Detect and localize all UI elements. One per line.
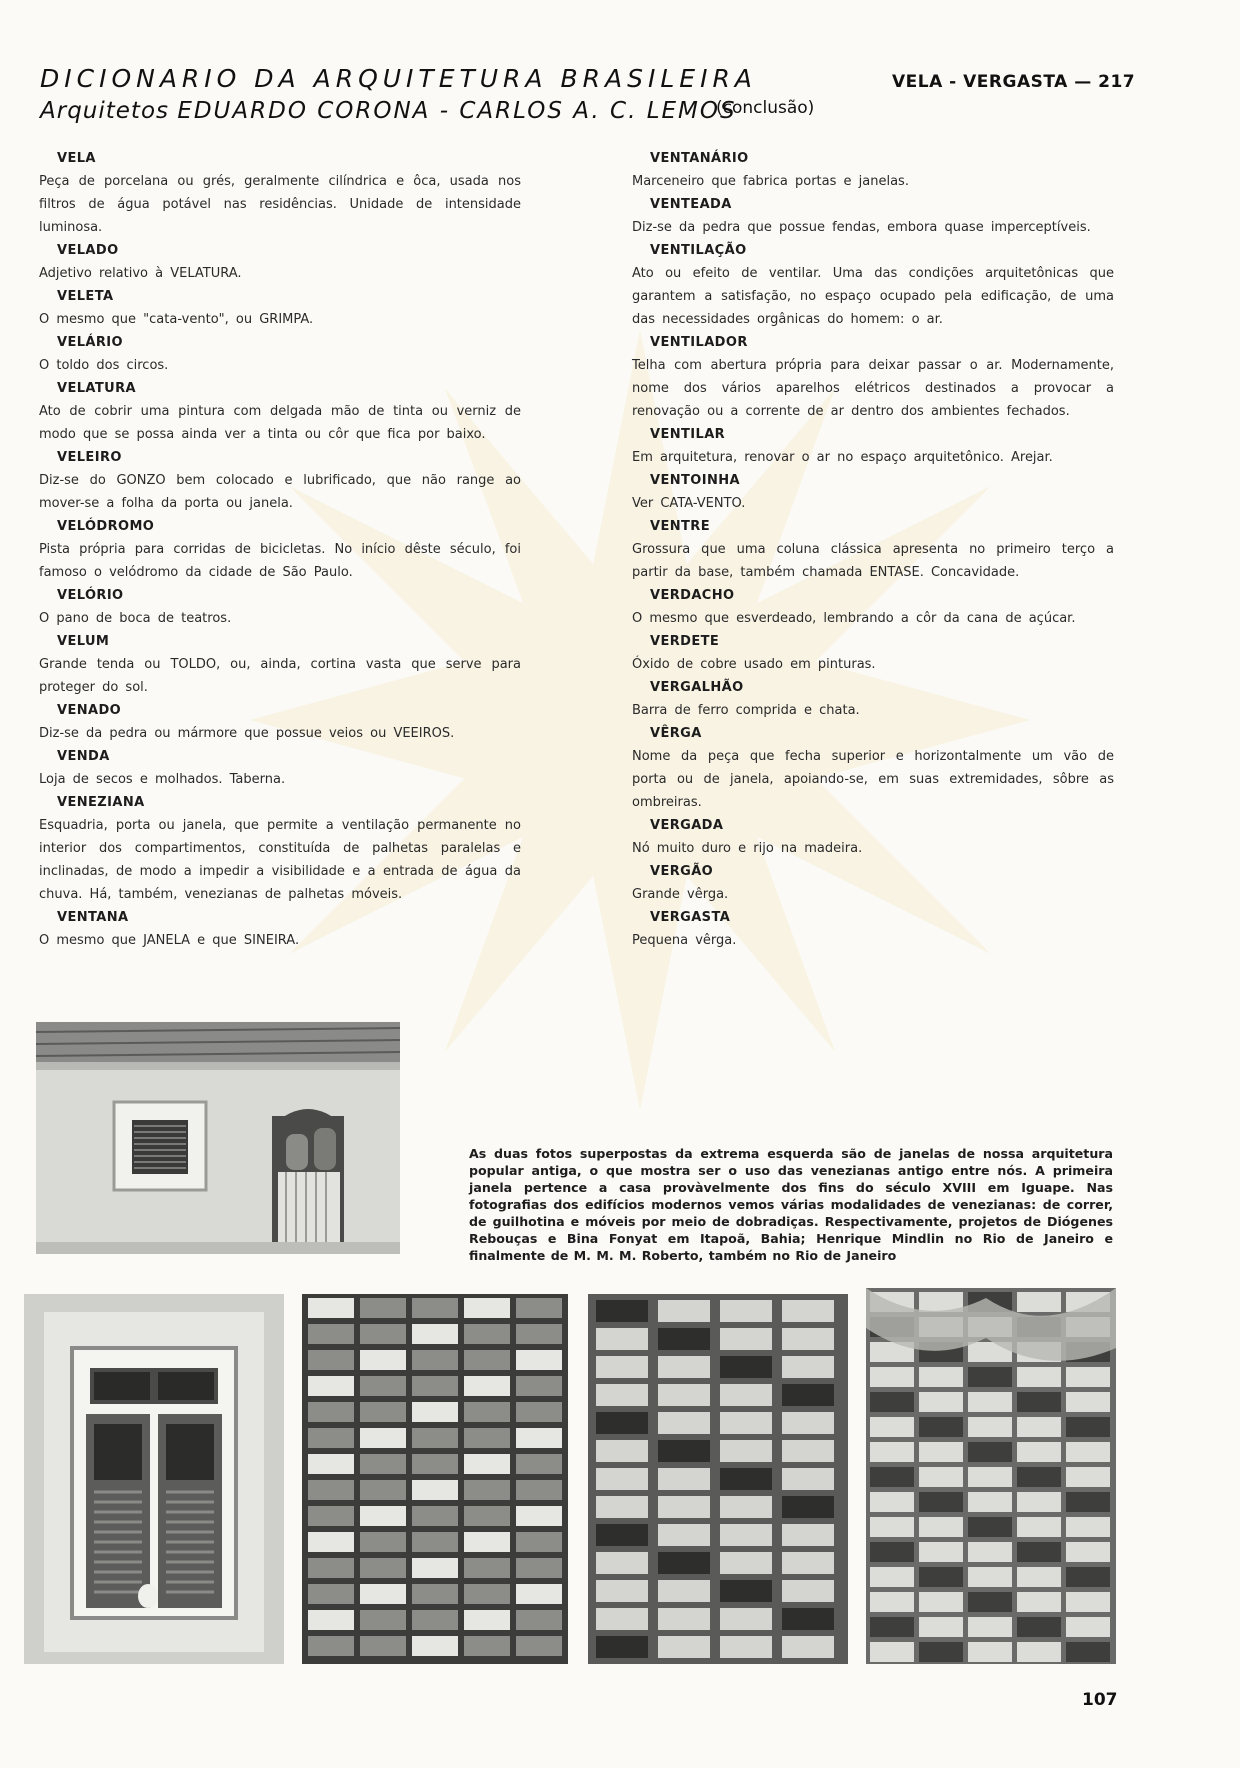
dictionary-entry	[632, 584, 1114, 630]
dictionary-entry	[39, 791, 521, 906]
dictionary-entry	[632, 331, 1114, 423]
photo-iguape-house-window	[36, 1022, 400, 1254]
dictionary-entry	[39, 630, 521, 699]
entry-definition: Marceneiro que fabrica portas e janelas.	[632, 174, 909, 189]
entry-term: VENTRE	[650, 519, 710, 534]
dictionary-column-right	[632, 147, 1114, 952]
entry-term: VELETA	[57, 289, 114, 304]
entry-term: VÊRGA	[650, 726, 702, 741]
authors-line	[40, 98, 737, 124]
entry-definition: Barra de ferro comprida e chata.	[632, 703, 860, 718]
photo-colonial-window-shutters	[24, 1294, 284, 1664]
entry-definition: Grande vêrga.	[632, 887, 729, 902]
entry-definition: Adjetivo relativo à VELATURA.	[39, 266, 242, 281]
entry-term: VELÓDROMO	[57, 519, 155, 534]
entry-definition: Loja de secos e molhados. Taberna.	[39, 772, 286, 787]
entry-definition: O mesmo que JANELA e que SINEIRA.	[39, 933, 300, 948]
dictionary-entry	[632, 193, 1114, 239]
entry-term: VELÓRIO	[57, 588, 124, 603]
entry-term: VENTOINHA	[650, 473, 740, 488]
dictionary-entry	[632, 515, 1114, 584]
authors-names: EDUARDO CORONA - CARLOS A. C. LEMOS	[177, 98, 737, 124]
entry-term: VELATURA	[57, 381, 136, 396]
continuation-note: (conclusão)	[716, 98, 815, 118]
dictionary-entry	[39, 699, 521, 745]
entry-range-header: VELA - VERGASTA — 217	[892, 72, 1136, 92]
dictionary-entry	[632, 630, 1114, 676]
photo-mmm-roberto-building-facade	[866, 1288, 1116, 1664]
entry-definition: Grossura que uma coluna clássica apresenta no primeiro terço a partir da base, também chamada ENTASE. Concavidade.	[632, 542, 1114, 580]
entry-definition: Diz-se da pedra ou mármore que possue veios ou VEEIROS.	[39, 726, 455, 741]
dictionary-entry	[632, 722, 1114, 814]
dictionary-entry	[632, 860, 1114, 906]
entry-term: VELA	[57, 151, 96, 166]
dictionary-entry	[632, 423, 1114, 469]
entry-definition: Pista própria para corridas de bicicletas. No início dêste século, foi famoso o velódromo da cidade de São Paulo.	[39, 542, 521, 580]
dictionary-entry	[39, 906, 521, 952]
photo-caption: As duas fotos superpostas da extrema esquerda são de janelas de nossa arquitetura popular antiga, o que mostra ser o uso das venezianas antigo entre nós. A primeira janela pertence a casa provàvelmente dos fins do século XVIII em Iguape. Nas fotografias dos edifícios modernos vemos várias modalidades de venezianas: de correr, de guilhotina e móveis por meio de dobradiças. Respectivamente, projetos de Diógenes Rebouças e Bina Fonyat em Itapoã, Bahia; Henrique Mindlin no Rio de Janeiro e finalmente de M. M. M. Roberto, também no Rio de Janeiro	[469, 1145, 1113, 1263]
photo-itapoa-building-facade	[302, 1294, 568, 1664]
dictionary-entry	[39, 745, 521, 791]
entry-definition: O mesmo que "cata-vento", ou GRIMPA.	[39, 312, 314, 327]
page-number: 107	[1082, 1690, 1118, 1710]
entry-definition: Pequena vêrga.	[632, 933, 737, 948]
entry-definition: Telha com abertura própria para deixar passar o ar. Modernamente, nome dos vários aparelhos elétricos destinados a provocar a renovação ou a corrente de ar dentro dos ambientes fechados.	[632, 358, 1114, 419]
entry-definition: Grande tenda ou TOLDO, ou, ainda, cortina vasta que serve para proteger do sol.	[39, 657, 521, 695]
entry-definition: Esquadria, porta ou janela, que permite a ventilação permanente no interior dos compartimentos, constituída de palhetas paralelas e inclinadas, de modo a impedir a visibilidade e a entrada de água da chuva. Há, também, venezianas de palhetas móveis.	[39, 818, 521, 902]
entry-term: VELÁRIO	[57, 335, 123, 350]
entry-definition: O mesmo que esverdeado, lembrando a côr da cana de açúcar.	[632, 611, 1076, 626]
entry-term: VENADO	[57, 703, 122, 718]
entry-term: VENTILAÇÃO	[650, 243, 747, 258]
entry-definition: Ato de cobrir uma pintura com delgada mão de tinta ou verniz de modo que se possa ainda ver a tinta ou côr que fica por baixo.	[39, 404, 521, 442]
entry-definition: Diz-se da pedra que possue fendas, embora quase imperceptíveis.	[632, 220, 1091, 235]
photo-mindlin-building-facade	[588, 1294, 848, 1664]
entry-definition: Nome da peça que fecha superior e horizontalmente um vão de porta ou de janela, apoiando-se, em suas extremidades, sôbre as ombreiras.	[632, 749, 1114, 810]
dictionary-entry	[39, 285, 521, 331]
entry-term: VERGÃO	[650, 864, 714, 879]
dictionary-entry	[39, 331, 521, 377]
entry-term: VENEZIANA	[57, 795, 145, 810]
dictionary-entry	[39, 446, 521, 515]
entry-definition: Óxido de cobre usado em pinturas.	[632, 657, 876, 672]
entry-definition: Ver CATA-VENTO.	[632, 496, 746, 511]
dictionary-entry	[632, 814, 1114, 860]
dictionary-column-left	[39, 147, 521, 952]
entry-term: VENTILAR	[650, 427, 726, 442]
dictionary-entry	[39, 377, 521, 446]
entry-term: VELEIRO	[57, 450, 122, 465]
entry-term: VERDETE	[650, 634, 720, 649]
entry-term: VERGASTA	[650, 910, 731, 925]
entry-definition: Em arquitetura, renovar o ar no espaço arquitetônico. Arejar.	[632, 450, 1053, 465]
entry-term: VENDA	[57, 749, 110, 764]
entry-definition: Peça de porcelana ou grés, geralmente cilíndrica e ôca, usada nos filtros de água potável nas residências. Unidade de intensidade luminosa.	[39, 174, 521, 235]
entry-definition: O pano de boca de teatros.	[39, 611, 232, 626]
entry-term: VENTEADA	[650, 197, 732, 212]
authors-prefix: Arquitetos	[40, 98, 169, 124]
dictionary-entry	[39, 515, 521, 584]
entry-definition: O toldo dos circos.	[39, 358, 169, 373]
dictionary-entry	[632, 239, 1114, 331]
dictionary-entry	[632, 906, 1114, 952]
dictionary-entry	[632, 676, 1114, 722]
entry-definition: Ato ou efeito de ventilar. Uma das condições arquitetônicas que garantem a satisfação, no espaço ocupado pela edificação, de uma das necessidades orgânicas do homem: o ar.	[632, 266, 1114, 327]
dictionary-entry	[39, 147, 521, 239]
entry-term: VENTANA	[57, 910, 129, 925]
dictionary-entry	[632, 147, 1114, 193]
dictionary-entry	[39, 239, 521, 285]
dictionary-entry	[39, 584, 521, 630]
entry-definition: Nó muito duro e rijo na madeira.	[632, 841, 863, 856]
entry-term: VENTILADOR	[650, 335, 748, 350]
entry-term: VELADO	[57, 243, 119, 258]
dictionary-entry	[632, 469, 1114, 515]
page-title: DICIONARIO DA ARQUITETURA BRASILEIRA	[40, 64, 757, 93]
entry-term: VERGALHÃO	[650, 680, 744, 695]
entry-definition: Diz-se do GONZO bem colocado e lubrificado, que não range ao mover-se a folha da porta ou janela.	[39, 473, 521, 511]
entry-term: VERGADA	[650, 818, 724, 833]
entry-term: VENTANÁRIO	[650, 151, 749, 166]
entry-term: VELUM	[57, 634, 110, 649]
entry-term: VERDACHO	[650, 588, 735, 603]
